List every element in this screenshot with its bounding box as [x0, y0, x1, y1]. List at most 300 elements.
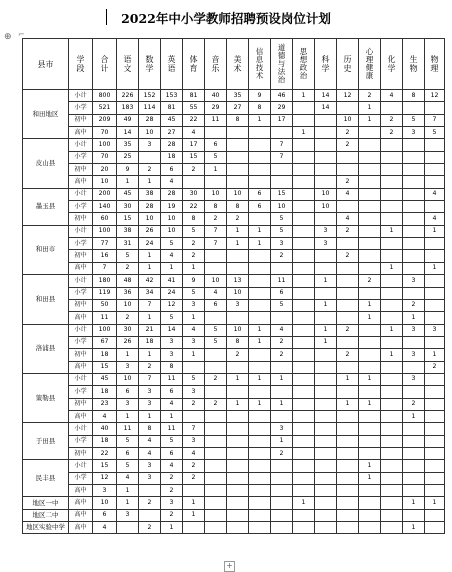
- count-cell: [249, 386, 271, 398]
- count-cell: [205, 485, 227, 497]
- count-cell: [293, 373, 315, 385]
- count-cell: 10: [315, 201, 337, 213]
- stage-cell: 高中: [69, 509, 93, 521]
- count-cell: 2: [337, 225, 359, 237]
- table-row: [23, 361, 445, 373]
- count-cell: 4: [161, 250, 183, 262]
- recruitment-table: [22, 38, 445, 534]
- stage-cell: 小计: [69, 225, 93, 237]
- count-cell: 29: [271, 102, 293, 114]
- count-cell: [249, 127, 271, 139]
- count-cell: [403, 250, 425, 262]
- count-cell: 1: [403, 522, 425, 534]
- count-cell: 1: [271, 435, 293, 447]
- count-cell: [337, 361, 359, 373]
- count-cell: 5: [205, 336, 227, 348]
- count-cell: [293, 386, 315, 398]
- count-cell: 9: [249, 90, 271, 102]
- count-cell: [139, 151, 161, 163]
- column-header-label: 学段: [76, 55, 85, 73]
- count-cell: [337, 287, 359, 299]
- count-cell: [205, 435, 227, 447]
- count-cell: [381, 460, 403, 472]
- count-cell: 5: [161, 435, 183, 447]
- count-cell: 226: [117, 90, 139, 102]
- count-cell: 10: [271, 201, 293, 213]
- count-cell: 2: [183, 164, 205, 176]
- count-cell: 2: [337, 127, 359, 139]
- column-header: [161, 39, 183, 90]
- stage-cell: 高中: [69, 410, 93, 422]
- count-cell: 18: [161, 151, 183, 163]
- count-cell: 3: [315, 225, 337, 237]
- stage-cell: 小计: [69, 139, 93, 151]
- count-cell: 18: [139, 336, 161, 348]
- count-cell: 114: [139, 102, 161, 114]
- county-cell: 民丰县: [23, 460, 69, 497]
- count-cell: 1: [315, 336, 337, 348]
- stage-cell: 小学: [69, 201, 93, 213]
- count-cell: [337, 238, 359, 250]
- count-cell: 16: [93, 250, 117, 262]
- count-cell: 3: [271, 238, 293, 250]
- column-header-label: 合计: [100, 55, 109, 73]
- column-header: [249, 39, 271, 90]
- count-cell: 27: [227, 102, 249, 114]
- count-cell: [249, 485, 271, 497]
- count-cell: 5: [117, 250, 139, 262]
- header-row: [23, 39, 445, 90]
- column-header: [139, 39, 161, 90]
- count-cell: 1: [161, 410, 183, 422]
- count-cell: 7: [93, 262, 117, 274]
- count-cell: 1: [139, 410, 161, 422]
- count-cell: 3: [403, 349, 425, 361]
- count-cell: [227, 127, 249, 139]
- count-cell: 27: [161, 127, 183, 139]
- count-cell: 1: [381, 262, 403, 274]
- column-header: [271, 39, 293, 90]
- count-cell: 5: [161, 312, 183, 324]
- count-cell: 3: [227, 299, 249, 311]
- table-row: [23, 447, 445, 459]
- count-cell: [205, 460, 227, 472]
- count-cell: [249, 361, 271, 373]
- count-cell: 3: [425, 324, 445, 336]
- table-row: [23, 176, 445, 188]
- count-cell: [381, 201, 403, 213]
- count-cell: [337, 312, 359, 324]
- count-cell: 34: [139, 287, 161, 299]
- count-cell: [359, 238, 381, 250]
- count-cell: [337, 447, 359, 459]
- count-cell: 2: [425, 361, 445, 373]
- count-cell: 7: [425, 114, 445, 126]
- count-cell: 100: [93, 139, 117, 151]
- count-cell: [381, 238, 403, 250]
- count-cell: [205, 262, 227, 274]
- table-row: [23, 435, 445, 447]
- count-cell: 29: [205, 102, 227, 114]
- count-cell: [271, 509, 293, 521]
- count-cell: [315, 447, 337, 459]
- count-cell: 1: [161, 522, 183, 534]
- count-cell: [227, 522, 249, 534]
- count-cell: 2: [183, 398, 205, 410]
- column-header-label: 心理健康: [365, 47, 374, 80]
- count-cell: [381, 164, 403, 176]
- count-cell: 2: [227, 213, 249, 225]
- stage-cell: 小计: [69, 373, 93, 385]
- count-cell: 2: [139, 361, 161, 373]
- count-cell: [315, 373, 337, 385]
- count-cell: 8: [139, 423, 161, 435]
- count-cell: 48: [117, 275, 139, 287]
- count-cell: [403, 460, 425, 472]
- column-header-label: 物理: [430, 55, 439, 73]
- stage-cell: 初中: [69, 164, 93, 176]
- count-cell: [381, 423, 403, 435]
- count-cell: 1: [403, 497, 425, 509]
- count-cell: [293, 509, 315, 521]
- count-cell: 7: [205, 238, 227, 250]
- count-cell: [271, 386, 293, 398]
- count-cell: 3: [117, 398, 139, 410]
- count-cell: [227, 423, 249, 435]
- column-header: [381, 39, 403, 90]
- count-cell: [359, 213, 381, 225]
- count-cell: [249, 509, 271, 521]
- count-cell: 7: [205, 225, 227, 237]
- count-cell: 3: [183, 386, 205, 398]
- count-cell: [315, 361, 337, 373]
- table-row: [23, 238, 445, 250]
- count-cell: [249, 522, 271, 534]
- count-cell: [249, 497, 271, 509]
- count-cell: 40: [93, 423, 117, 435]
- count-cell: 1: [359, 114, 381, 126]
- count-cell: 3: [139, 386, 161, 398]
- count-cell: 30: [183, 188, 205, 200]
- count-cell: [315, 164, 337, 176]
- count-cell: 1: [337, 373, 359, 385]
- count-cell: 81: [161, 102, 183, 114]
- table-row: [23, 299, 445, 311]
- count-cell: [249, 299, 271, 311]
- stage-cell: 小学: [69, 336, 93, 348]
- count-cell: 1: [359, 102, 381, 114]
- count-cell: [183, 485, 205, 497]
- table-row: [23, 90, 445, 102]
- count-cell: [403, 176, 425, 188]
- count-cell: [381, 497, 403, 509]
- count-cell: [271, 497, 293, 509]
- count-cell: 42: [139, 275, 161, 287]
- count-cell: [205, 472, 227, 484]
- count-cell: 77: [93, 238, 117, 250]
- count-cell: [293, 447, 315, 459]
- count-cell: [249, 275, 271, 287]
- count-cell: [249, 447, 271, 459]
- stage-cell: 高中: [69, 312, 93, 324]
- count-cell: [293, 472, 315, 484]
- count-cell: [403, 485, 425, 497]
- count-cell: [293, 361, 315, 373]
- county-cell: 于田县: [23, 423, 69, 460]
- count-cell: 2: [337, 349, 359, 361]
- count-cell: [381, 299, 403, 311]
- count-cell: [337, 435, 359, 447]
- add-row-button[interactable]: +: [224, 561, 235, 572]
- table-row: [23, 139, 445, 151]
- count-cell: [425, 201, 445, 213]
- count-cell: 17: [183, 139, 205, 151]
- count-cell: 13: [227, 275, 249, 287]
- count-cell: 3: [161, 336, 183, 348]
- count-cell: [337, 410, 359, 422]
- count-cell: 38: [139, 188, 161, 200]
- count-cell: [359, 225, 381, 237]
- count-cell: 153: [161, 90, 183, 102]
- count-cell: 2: [271, 250, 293, 262]
- count-cell: 1: [425, 262, 445, 274]
- count-cell: [293, 213, 315, 225]
- count-cell: 14: [161, 324, 183, 336]
- count-cell: 15: [117, 213, 139, 225]
- count-cell: 70: [93, 151, 117, 163]
- count-cell: [205, 509, 227, 521]
- count-cell: 9: [183, 275, 205, 287]
- column-header: [227, 39, 249, 90]
- count-cell: 1: [249, 373, 271, 385]
- count-cell: 1: [139, 312, 161, 324]
- table-row: [23, 312, 445, 324]
- count-cell: 1: [139, 176, 161, 188]
- count-cell: [425, 299, 445, 311]
- count-cell: [249, 435, 271, 447]
- column-header-label: 道德与法治: [277, 43, 286, 84]
- count-cell: 40: [205, 90, 227, 102]
- table-row: [23, 275, 445, 287]
- count-cell: [381, 213, 403, 225]
- count-cell: 18: [93, 435, 117, 447]
- table-move-handle-icon[interactable]: ⊕: [4, 32, 12, 42]
- table-row: [23, 164, 445, 176]
- count-cell: [183, 410, 205, 422]
- count-cell: 2: [205, 398, 227, 410]
- count-cell: [425, 435, 445, 447]
- stage-cell: 初中: [69, 213, 93, 225]
- count-cell: [227, 312, 249, 324]
- count-cell: 5: [117, 460, 139, 472]
- count-cell: [337, 509, 359, 521]
- column-header-label: 英语: [167, 55, 176, 73]
- stage-cell: 初中: [69, 114, 93, 126]
- count-cell: 7: [271, 151, 293, 163]
- count-cell: [403, 213, 425, 225]
- count-cell: 5: [205, 324, 227, 336]
- table-row: [23, 509, 445, 521]
- count-cell: 3: [315, 238, 337, 250]
- count-cell: 41: [161, 275, 183, 287]
- count-cell: [337, 275, 359, 287]
- count-cell: 6: [271, 287, 293, 299]
- count-cell: 10: [315, 188, 337, 200]
- count-cell: 1: [293, 90, 315, 102]
- count-cell: [293, 435, 315, 447]
- count-cell: [205, 176, 227, 188]
- count-cell: [381, 435, 403, 447]
- stage-cell: 高中: [69, 176, 93, 188]
- count-cell: [315, 176, 337, 188]
- count-cell: 12: [93, 472, 117, 484]
- count-cell: 8: [403, 90, 425, 102]
- count-cell: 7: [139, 299, 161, 311]
- count-cell: [205, 349, 227, 361]
- count-cell: [227, 262, 249, 274]
- count-cell: [227, 176, 249, 188]
- count-cell: 26: [117, 336, 139, 348]
- count-cell: 11: [271, 275, 293, 287]
- count-cell: 2: [359, 90, 381, 102]
- count-cell: [227, 472, 249, 484]
- count-cell: 36: [117, 287, 139, 299]
- count-cell: [205, 423, 227, 435]
- stage-cell: 小学: [69, 472, 93, 484]
- count-cell: 1: [183, 349, 205, 361]
- count-cell: [403, 423, 425, 435]
- count-cell: [249, 139, 271, 151]
- count-cell: [205, 522, 227, 534]
- column-header: [69, 39, 93, 90]
- count-cell: 3: [403, 275, 425, 287]
- count-cell: [249, 151, 271, 163]
- count-cell: 2: [139, 522, 161, 534]
- count-cell: [381, 472, 403, 484]
- count-cell: 3: [271, 423, 293, 435]
- count-cell: [293, 522, 315, 534]
- stage-cell: 高中: [69, 361, 93, 373]
- count-cell: 10: [205, 188, 227, 200]
- count-cell: 5: [161, 238, 183, 250]
- count-cell: 2: [337, 250, 359, 262]
- count-cell: [293, 312, 315, 324]
- count-cell: [293, 102, 315, 114]
- count-cell: 6: [117, 447, 139, 459]
- count-cell: [425, 509, 445, 521]
- count-cell: 1: [249, 114, 271, 126]
- count-cell: [381, 275, 403, 287]
- count-cell: [337, 201, 359, 213]
- count-cell: 6: [161, 386, 183, 398]
- count-cell: 3: [139, 460, 161, 472]
- count-cell: 4: [183, 447, 205, 459]
- count-cell: 11: [93, 312, 117, 324]
- count-cell: 1: [227, 238, 249, 250]
- count-cell: 4: [337, 188, 359, 200]
- count-cell: [337, 151, 359, 163]
- count-cell: 6: [249, 201, 271, 213]
- count-cell: [293, 164, 315, 176]
- column-header: [293, 39, 315, 90]
- stage-cell: 小学: [69, 435, 93, 447]
- count-cell: [403, 238, 425, 250]
- table-row: [23, 386, 445, 398]
- count-cell: [403, 188, 425, 200]
- count-cell: 4: [425, 213, 445, 225]
- count-cell: [205, 250, 227, 262]
- stage-cell: 高中: [69, 127, 93, 139]
- table-row: [23, 201, 445, 213]
- county-cell: 和田市: [23, 225, 69, 274]
- count-cell: [337, 299, 359, 311]
- count-cell: [293, 151, 315, 163]
- count-cell: 3: [117, 509, 139, 521]
- count-cell: 11: [161, 373, 183, 385]
- count-cell: 2: [161, 485, 183, 497]
- count-cell: [425, 312, 445, 324]
- count-cell: 49: [117, 114, 139, 126]
- count-cell: [359, 287, 381, 299]
- count-cell: [403, 139, 425, 151]
- count-cell: [293, 324, 315, 336]
- count-cell: 4: [183, 324, 205, 336]
- count-cell: 24: [139, 238, 161, 250]
- count-cell: [249, 250, 271, 262]
- count-cell: [337, 386, 359, 398]
- count-cell: 4: [183, 127, 205, 139]
- count-cell: [293, 225, 315, 237]
- count-cell: [381, 188, 403, 200]
- count-cell: 1: [425, 225, 445, 237]
- count-cell: 2: [117, 312, 139, 324]
- count-cell: [359, 509, 381, 521]
- count-cell: [425, 522, 445, 534]
- count-cell: [293, 275, 315, 287]
- count-cell: [425, 151, 445, 163]
- count-cell: [205, 410, 227, 422]
- count-cell: 1: [183, 312, 205, 324]
- count-cell: [315, 127, 337, 139]
- count-cell: 4: [161, 460, 183, 472]
- column-header-label: 信息技术: [255, 47, 264, 80]
- count-cell: [403, 164, 425, 176]
- count-cell: [249, 312, 271, 324]
- count-cell: [425, 386, 445, 398]
- count-cell: [271, 472, 293, 484]
- count-cell: [183, 176, 205, 188]
- count-cell: 4: [161, 176, 183, 188]
- count-cell: 1: [315, 275, 337, 287]
- count-cell: 6: [205, 299, 227, 311]
- count-cell: 1: [117, 349, 139, 361]
- count-cell: [293, 423, 315, 435]
- count-cell: [381, 410, 403, 422]
- count-cell: 5: [403, 114, 425, 126]
- count-cell: 1: [249, 336, 271, 348]
- count-cell: 200: [93, 188, 117, 200]
- column-header: [183, 39, 205, 90]
- count-cell: [403, 151, 425, 163]
- count-cell: 6: [117, 386, 139, 398]
- count-cell: 1: [117, 176, 139, 188]
- count-cell: [403, 262, 425, 274]
- stage-cell: 高中: [69, 262, 93, 274]
- column-header-label: 音乐: [211, 55, 220, 73]
- count-cell: [293, 485, 315, 497]
- county-cell: 地区一中: [23, 497, 69, 509]
- count-cell: 6: [205, 139, 227, 151]
